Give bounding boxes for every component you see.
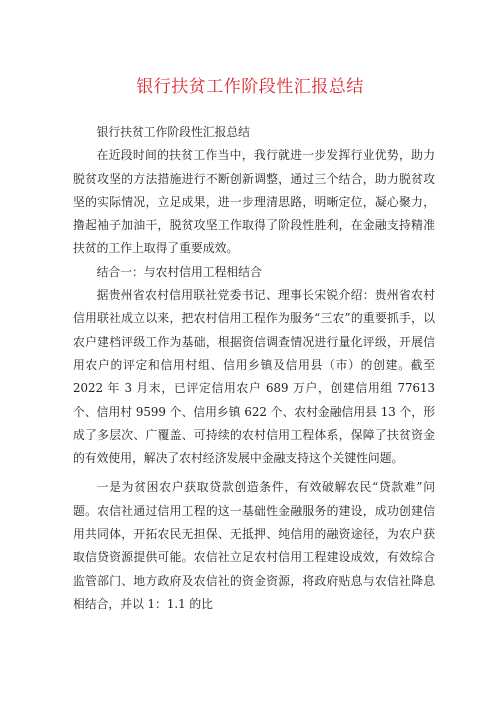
body-paragraph: 据贵州省农村信用联社党委书记、理事长宋锐介绍：贵州省农村信用联社成立以来，把农村信用工程作为服务“三农”的重要抓手，以农户建档评级工作为基础，根据资信调查情况进行量化评级，开展信用农户的评定和信用村组、信用乡镇及信用县（市）的创建。截至 2022 年 3 月末，已评定信用农户 689 万户，创建信用组 77613 个、信用村 9599 个、信用乡镇 622 个、农村金融信用县 13 个，形成了多层次、广覆盖、可持续的农村信用工程体系，保障了扶贫资金的有效使用，解决了农村经济发展中金融支持这个关键性问题。 (73, 288, 435, 466)
subtitle-paragraph: 银行扶贫工作阶段性汇报总结 (96, 125, 250, 139)
intro-paragraph: 在近段时间的扶贫工作当中，我行就进一步发挥行业优势，助力脱贫攻坚的方法措施进行不断创新调整，通过三个结合，助力脱贫攻坚的实际情况，立足成果，进一步理清思路，明晰定位，凝心聚力，撸起袖子加油干，脱贫攻坚工作取得了阶段性胜利，在金融支持精准扶贫的工作上取得了重要成效。 (73, 148, 435, 256)
document-body (73, 121, 435, 616)
body-paragraph: 一是为贫困农户获取贷款创造条件，有效破解农民“贷款难”问题。农信社通过信用工程的这一基础性金融服务的建设，成功创建信用共同体，开拓农民无担保、无抵押、纯信用的融资途径，为农户获取信贷资源提供可能。农信社立足农村信用工程建设成效，有效综合监管部门、地方政府及农信社的资金资源，将政府贴息与农信社降息相结合，并以 1：1.1 的比 (73, 480, 435, 611)
section-heading: 结合一：与农村信用工程相结合 (96, 264, 262, 279)
document-title: 银行扶贫工作阶段性汇报总结 (136, 77, 364, 97)
